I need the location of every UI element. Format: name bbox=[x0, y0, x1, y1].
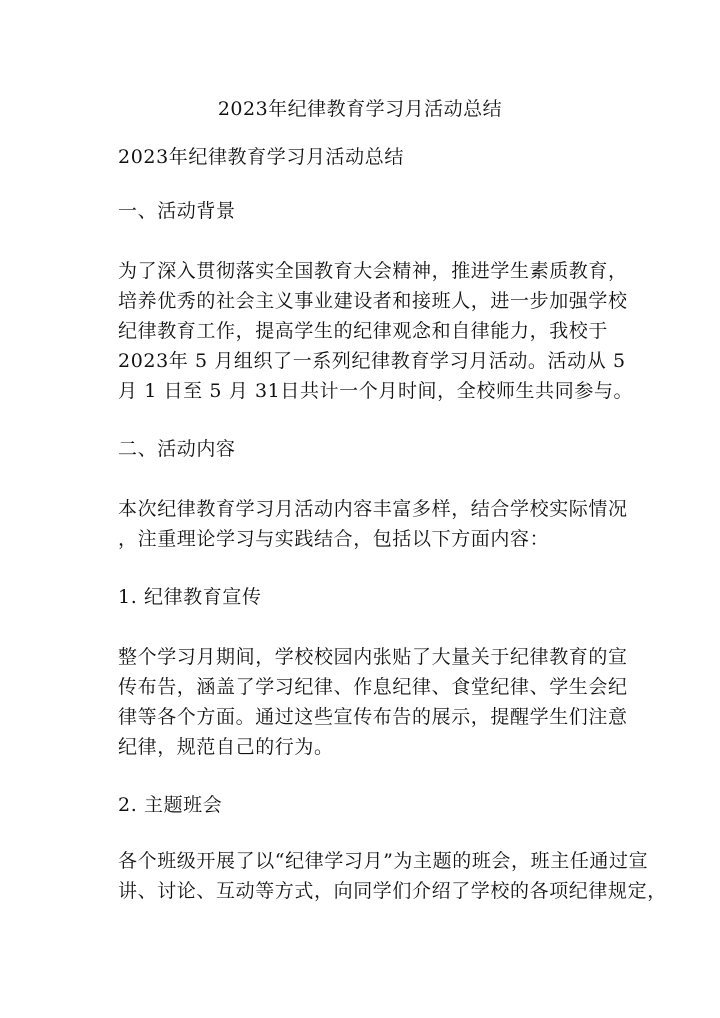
paragraph-line: 律等各个方面。通过这些宣传布告的展示，提醒学生们注意 bbox=[118, 706, 628, 728]
paragraph-line: 整个学习月期间，学校校园内张贴了大量关于纪律教育的宣 bbox=[118, 646, 628, 668]
section-heading-content: 二、活动内容 bbox=[118, 438, 236, 460]
paragraph-line: 各个班级开展了以“纪律学习月”为主题的班会，班主任通过宣 bbox=[118, 850, 649, 872]
item-heading-class-meeting: 2. 主题班会 bbox=[118, 794, 223, 816]
paragraph-line: ，注重理论学习与实践结合，包括以下方面内容： bbox=[118, 528, 550, 550]
document-subtitle: 2023年纪律教育学习月活动总结 bbox=[118, 146, 404, 168]
paragraph-line: 纪律，规范自己的行为。 bbox=[118, 736, 334, 758]
document-title: 2023年纪律教育学习月活动总结 bbox=[217, 98, 503, 120]
paragraph-line: 纪律教育工作，提高学生的纪律观念和自律能力，我校于 bbox=[118, 320, 609, 342]
item-heading-publicity: 1. 纪律教育宣传 bbox=[118, 586, 262, 608]
paragraph-line: 培养优秀的社会主义事业建设者和接班人，进一步加强学校 bbox=[118, 290, 628, 312]
paragraph-line: 月 1 日至 5 月 31日共计一个月时间，全校师生共同参与。 bbox=[118, 380, 634, 402]
paragraph-line: 2023年 5 月组织了一系列纪律教育学习月活动。活动从 5 bbox=[118, 350, 626, 372]
paragraph-line: 本次纪律教育学习月活动内容丰富多样，结合学校实际情况 bbox=[118, 498, 628, 520]
section-heading-background: 一、活动背景 bbox=[118, 200, 236, 222]
paragraph-line: 为了深入贯彻落实全国教育大会精神，推进学生素质教育， bbox=[118, 260, 628, 282]
paragraph-line: 传布告，涵盖了学习纪律、作息纪律、食堂纪律、学生会纪 bbox=[118, 676, 628, 698]
paragraph-line: 讲、讨论、互动等方式，向同学们介绍了学校的各项纪律规定， bbox=[118, 880, 667, 902]
